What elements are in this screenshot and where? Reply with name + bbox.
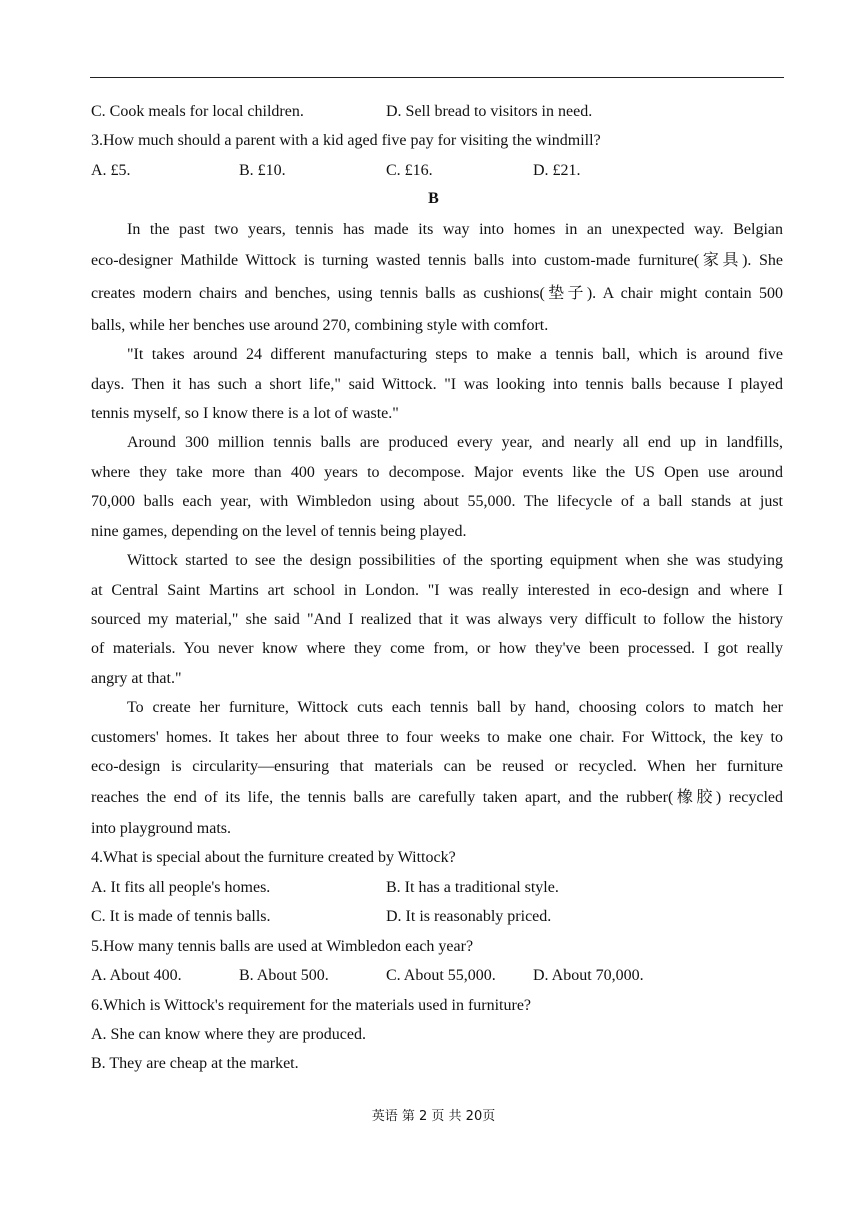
- q3-option-b: B. £10.: [239, 162, 286, 179]
- passage-line: of materials. You never know where they come from, or how they've been processed. I got really: [91, 640, 783, 657]
- passage-line: In the past two years, tennis has made its way into homes in an unexpected way. Belgian: [127, 221, 783, 238]
- header-rule: [90, 77, 784, 78]
- q2-option-d: D. Sell bread to visitors in need.: [386, 103, 593, 120]
- q5-option-b: B. About 500.: [239, 967, 329, 984]
- passage-line: nine games, depending on the level of tennis being played.: [91, 523, 467, 540]
- passage-line: sourced my material," she said "And I realized that it was always very difficult to follow the history: [91, 611, 783, 628]
- passage-line: where they take more than 400 years to decompose. Major events like the US Open use around: [91, 464, 783, 481]
- q3-question: 3.How much should a parent with a kid aged five pay for visiting the windmill?: [91, 132, 601, 149]
- passage-line: To create her furniture, Wittock cuts each tennis ball by hand, choosing colors to match her: [127, 699, 783, 716]
- passage-line: customers' homes. It takes her about three to four weeks to make one chair. For Wittock, the key to: [91, 729, 783, 746]
- passage-line: 70,000 balls each year, with Wimbledon using about 55,000. The lifecycle of a ball stands at just: [91, 493, 783, 510]
- passage-line: eco-design is circularity—ensuring that materials can be reused or recycled. When her furniture: [91, 758, 783, 775]
- q4-option-a: A. It fits all people's homes.: [91, 879, 271, 896]
- q3-option-a: A. £5.: [91, 162, 131, 179]
- q5-option-c: C. About 55,000.: [386, 967, 496, 984]
- passage-line: angry at that.": [91, 670, 182, 687]
- q2-option-c: C. Cook meals for local children.: [91, 103, 304, 120]
- passage-line: tennis myself, so I know there is a lot of waste.": [91, 405, 399, 422]
- passage-line: creates modern chairs and benches, using tennis balls as cushions(垫子). A chair might contain 500: [91, 285, 783, 302]
- q6-option-a: A. She can know where they are produced.: [91, 1026, 367, 1043]
- passage-line: Around 300 million tennis balls are produced every year, and nearly all end up in landfills,: [127, 434, 783, 451]
- passage-line: into playground mats.: [91, 820, 231, 837]
- q4-question: 4.What is special about the furniture created by Wittock?: [91, 849, 456, 866]
- q4-option-d: D. It is reasonably priced.: [386, 908, 552, 925]
- passage-line: reaches the end of its life, the tennis balls are carefully taken apart, and the rubber(橡胶) recycled: [91, 789, 783, 806]
- q4-option-b: B. It has a traditional style.: [386, 879, 559, 896]
- passage-line: balls, while her benches use around 270, combining style with comfort.: [91, 317, 549, 334]
- q6-option-b: B. They are cheap at the market.: [91, 1055, 299, 1072]
- q3-option-c: C. £16.: [386, 162, 433, 179]
- q4-option-c: C. It is made of tennis balls.: [91, 908, 271, 925]
- q5-option-d: D. About 70,000.: [533, 967, 644, 984]
- q5-option-a: A. About 400.: [91, 967, 182, 984]
- q5-question: 5.How many tennis balls are used at Wimbledon each year?: [91, 938, 474, 955]
- page-footer: 英语 第 2 页 共 20页: [371, 1109, 496, 1124]
- passage-line: Wittock started to see the design possibilities of the sporting equipment when she was studying: [127, 552, 783, 569]
- passage-line: "It takes around 24 different manufacturing steps to make a tennis ball, which is around five: [127, 346, 783, 363]
- q3-option-d: D. £21.: [533, 162, 581, 179]
- passage-line: days. Then it has such a short life," said Wittock. "I was looking into tennis balls because I played: [91, 376, 783, 393]
- q6-question: 6.Which is Wittock's requirement for the materials used in furniture?: [91, 997, 532, 1014]
- passage-line: at Central Saint Martins art school in London. "I was really interested in eco-design and where I: [91, 582, 783, 599]
- section-label: B: [428, 190, 439, 207]
- passage-line: eco-designer Mathilde Wittock is turning wasted tennis balls into custom-made furniture(家具). She: [91, 252, 783, 269]
